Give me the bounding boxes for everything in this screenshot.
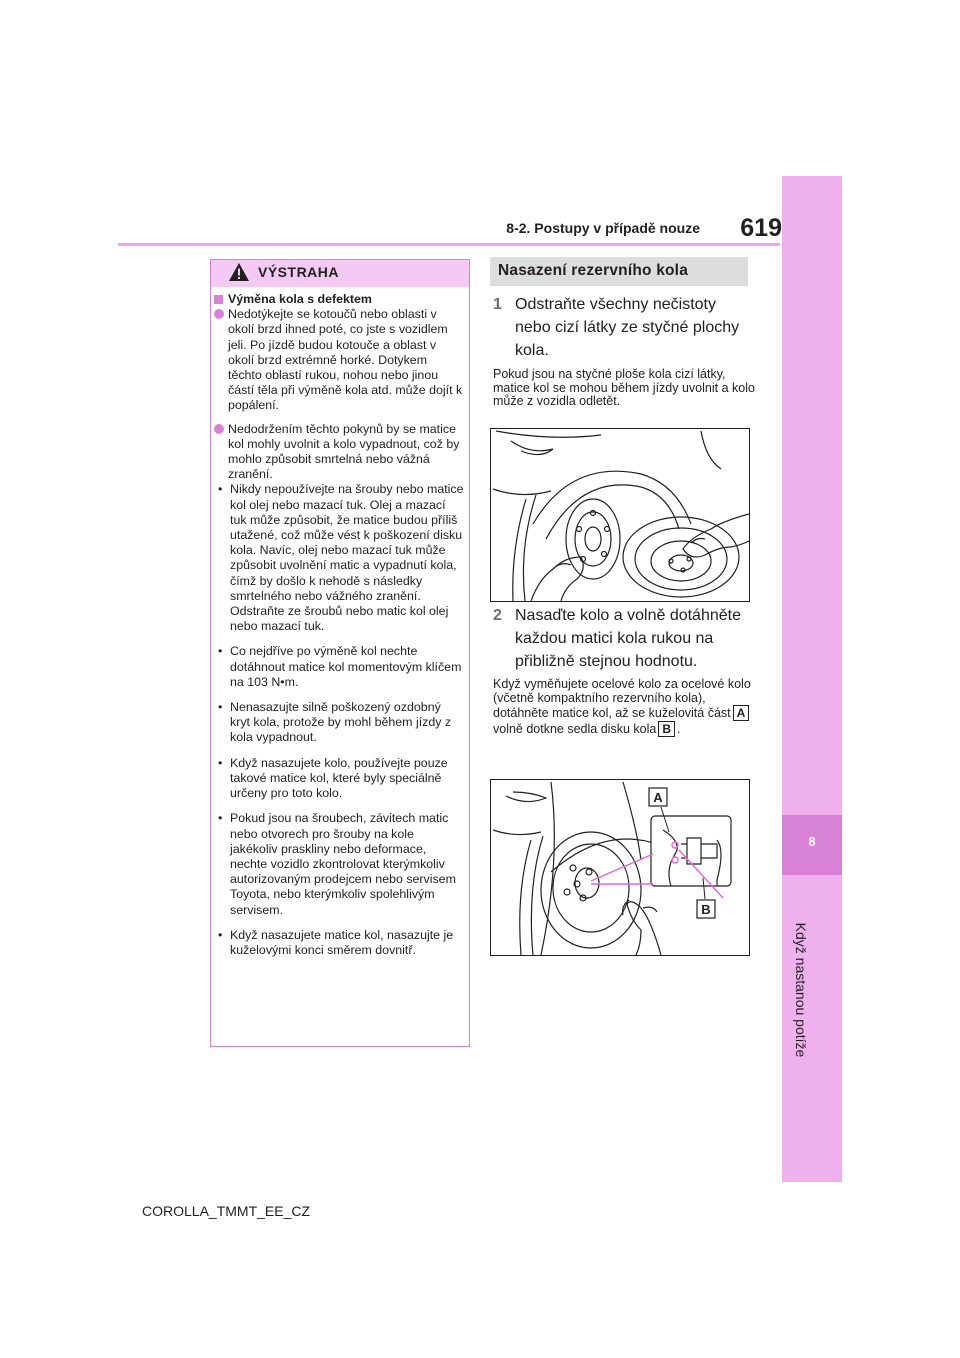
wheel-nut-mounting-illustration (490, 779, 750, 956)
chapter-side-tab (782, 176, 842, 1182)
warning-bullet: • Když nasazujete kolo, používejte pouze takové matice kol, které byly speciálně určeny pro toto kolo. (218, 755, 448, 801)
section-header-title: Nasazení rezervního kola (498, 262, 689, 279)
step-text: Nasaďte kolo a volně dotáhněte každou matici kola rukou na přibližně stejnou hodnotu. (515, 607, 741, 670)
warning-item: Nedodržením těchto pokynů by se matice kol mohly uvolnit a kolo vypadnout, což by mohlo způsobit smrtelná nebo vážná zranění. (214, 422, 464, 483)
circle-bullet-icon (214, 309, 224, 319)
step-2-note: Když vyměňujete ocelové kolo za ocelové kolo (včetně kompaktního rezervního kola), dotáhněte matice kol, až se kuželovitá část Avolně dotkne sedla disku kola B . (493, 677, 751, 736)
warning-content (214, 292, 464, 958)
warning-subheading: Výměna kola s defektem (214, 292, 464, 307)
step-number: 2 (493, 607, 502, 624)
warning-bullet: • Když nasazujete matice kol, nasazujte je kuželovými konci směrem dovnitř. (218, 927, 454, 957)
warning-title: VÝSTRAHA (258, 264, 340, 280)
warning-item: Nedotýkejte se kotoučů nebo oblasti v okolí brzd ihned poté, co jste s vozidlem jeli. Po jízdě budou kotouče a oblast v okolí brzd extrémně horké. Dotykem těchto oblastí rukou, nohou nebo jinou částí těla při výměně kola atd. může dojít k popálení. (214, 307, 464, 413)
warning-bullet: • Pokud jsou na šroubech, závitech matic nebo otvorech pro šrouby na kole jakékoliv praskliny nebo deformace, nechte vozidlo zkontrolovat kterýmkoliv autorizovaným prodejcem nebo servisem Toyota, nebo kterýmkoliv spolehlivým servisem. (218, 811, 456, 917)
document-code: COROLLA_TMMT_EE_CZ (142, 1203, 311, 1219)
section-title: 8-2. Postupy v případě nouze (506, 220, 700, 236)
warning-bullet: • Nikdy nepoužívejte na šrouby nebo matice kol olej nebo mazací tuk. Olej a mazací tuk může způsobit, že matice budou příliš utažené, což může vést k poškození disku kola. Navíc, olej nebo mazací tuk může způsobit uvolnění matic a vypadnutí kola, čímž by došlo k nehodě s následky smrtelného nebo vážného zranění. Odstraňte ze šroubů nebo matic kol olej nebo mazací tuk. (218, 482, 464, 634)
warning-bullet: • Nenasazujte silně poškozený ozdobný kryt kola, protože by mohl během jízdy z kola vypadnout. (218, 700, 452, 745)
square-bullet-icon (214, 295, 223, 304)
page-number: 619 (740, 214, 782, 242)
label-b: B (658, 721, 675, 737)
step-text: Odstraňte všechny nečistoty nebo cizí látky ze styčné plochy kola. (515, 296, 740, 359)
warning-triangle-icon (228, 262, 250, 282)
step-1-note: Pokud jsou na styčné ploše kola cizí látky, matice kol se mohou během jízdy uvolnit a kolo může z vozidla odletět. (493, 367, 755, 408)
wheel-cleaning-illustration (490, 428, 750, 602)
figure-label-a: A (653, 790, 663, 805)
header-rule (118, 243, 780, 246)
figure-label-b: B (701, 902, 711, 917)
label-a: A (733, 705, 750, 721)
chapter-number: 8 (808, 834, 816, 849)
step-1 (490, 293, 755, 362)
warning-bullet: • Co nejdříve po výměně kol nechte dotáhnout matice kol momentovým klíčem na 103 N•m. (218, 644, 462, 689)
circle-bullet-icon (214, 424, 224, 434)
step-number: 1 (493, 296, 502, 313)
chapter-title: Když nastanou potíže (793, 922, 809, 1058)
step-2 (490, 604, 755, 673)
